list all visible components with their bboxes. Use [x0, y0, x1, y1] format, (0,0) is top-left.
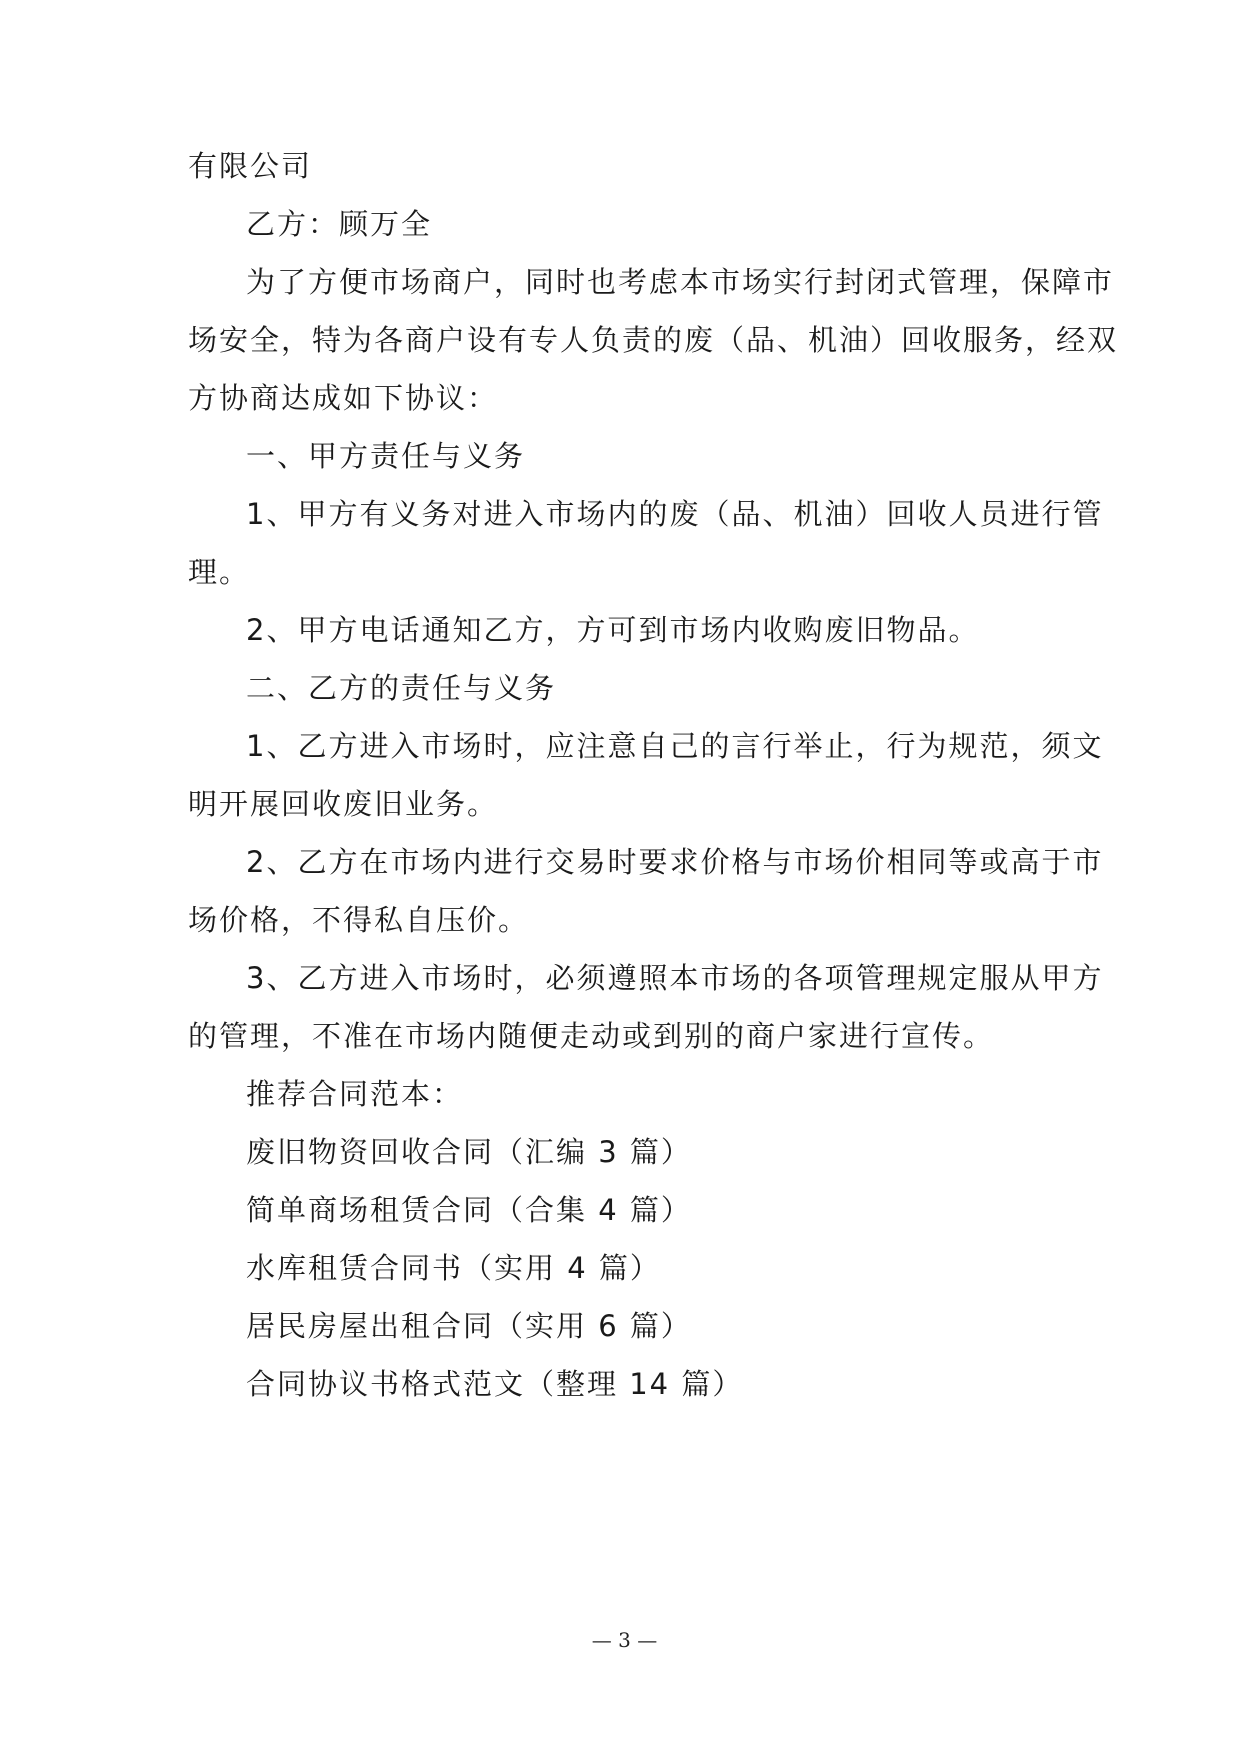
clause-line: 1、乙方进入市场时，应注意自己的言行举止，行为规范，须文 [246, 729, 1104, 763]
clause-line: 场价格，不得私自压价。 [188, 903, 530, 937]
clause-line: 理。 [188, 555, 251, 589]
recommend-item: 水库租赁合同书（实用 4 篇） [246, 1251, 661, 1285]
clause-line: 明开展回收废旧业务。 [188, 787, 499, 821]
party-b-line: 乙方：顾万全 [246, 207, 433, 241]
recommend-item: 居民房屋出租合同（实用 6 篇） [246, 1309, 692, 1343]
clause-line: 1、甲方有义务对进入市场内的废（品、机油）回收人员进行管 [246, 497, 1104, 531]
page-number: — 3 — [591, 1628, 658, 1652]
section-heading: 二、乙方的责任与义务 [246, 671, 557, 705]
clause-line: 2、甲方电话通知乙方，方可到市场内收购废旧物品。 [246, 613, 980, 647]
paragraph-line: 为了方便市场商户，同时也考虑本市场实行封闭式管理，保障市 [246, 265, 1115, 299]
recommend-item: 废旧物资回收合同（汇编 3 篇） [246, 1135, 692, 1169]
text-line: 有限公司 [188, 149, 313, 183]
section-heading: 一、甲方责任与义务 [246, 439, 526, 473]
recommend-item: 简单商场租赁合同（合集 4 篇） [246, 1193, 692, 1227]
paragraph-line: 方协商达成如下协议： [188, 381, 499, 415]
paragraph-line: 场安全，特为各商户设有专人负责的废（品、机油）回收服务，经双 [188, 323, 1119, 357]
recommend-item: 合同协议书格式范文（整理 14 篇） [246, 1367, 744, 1401]
recommend-heading: 推荐合同范本： [246, 1077, 464, 1111]
clause-line: 2、乙方在市场内进行交易时要求价格与市场价相同等或高于市 [246, 845, 1104, 879]
clause-line: 3、乙方进入市场时，必须遵照本市场的各项管理规定服从甲方 [246, 961, 1104, 995]
clause-line: 的管理，不准在市场内随便走动或到别的商户家进行宣传。 [188, 1019, 995, 1053]
